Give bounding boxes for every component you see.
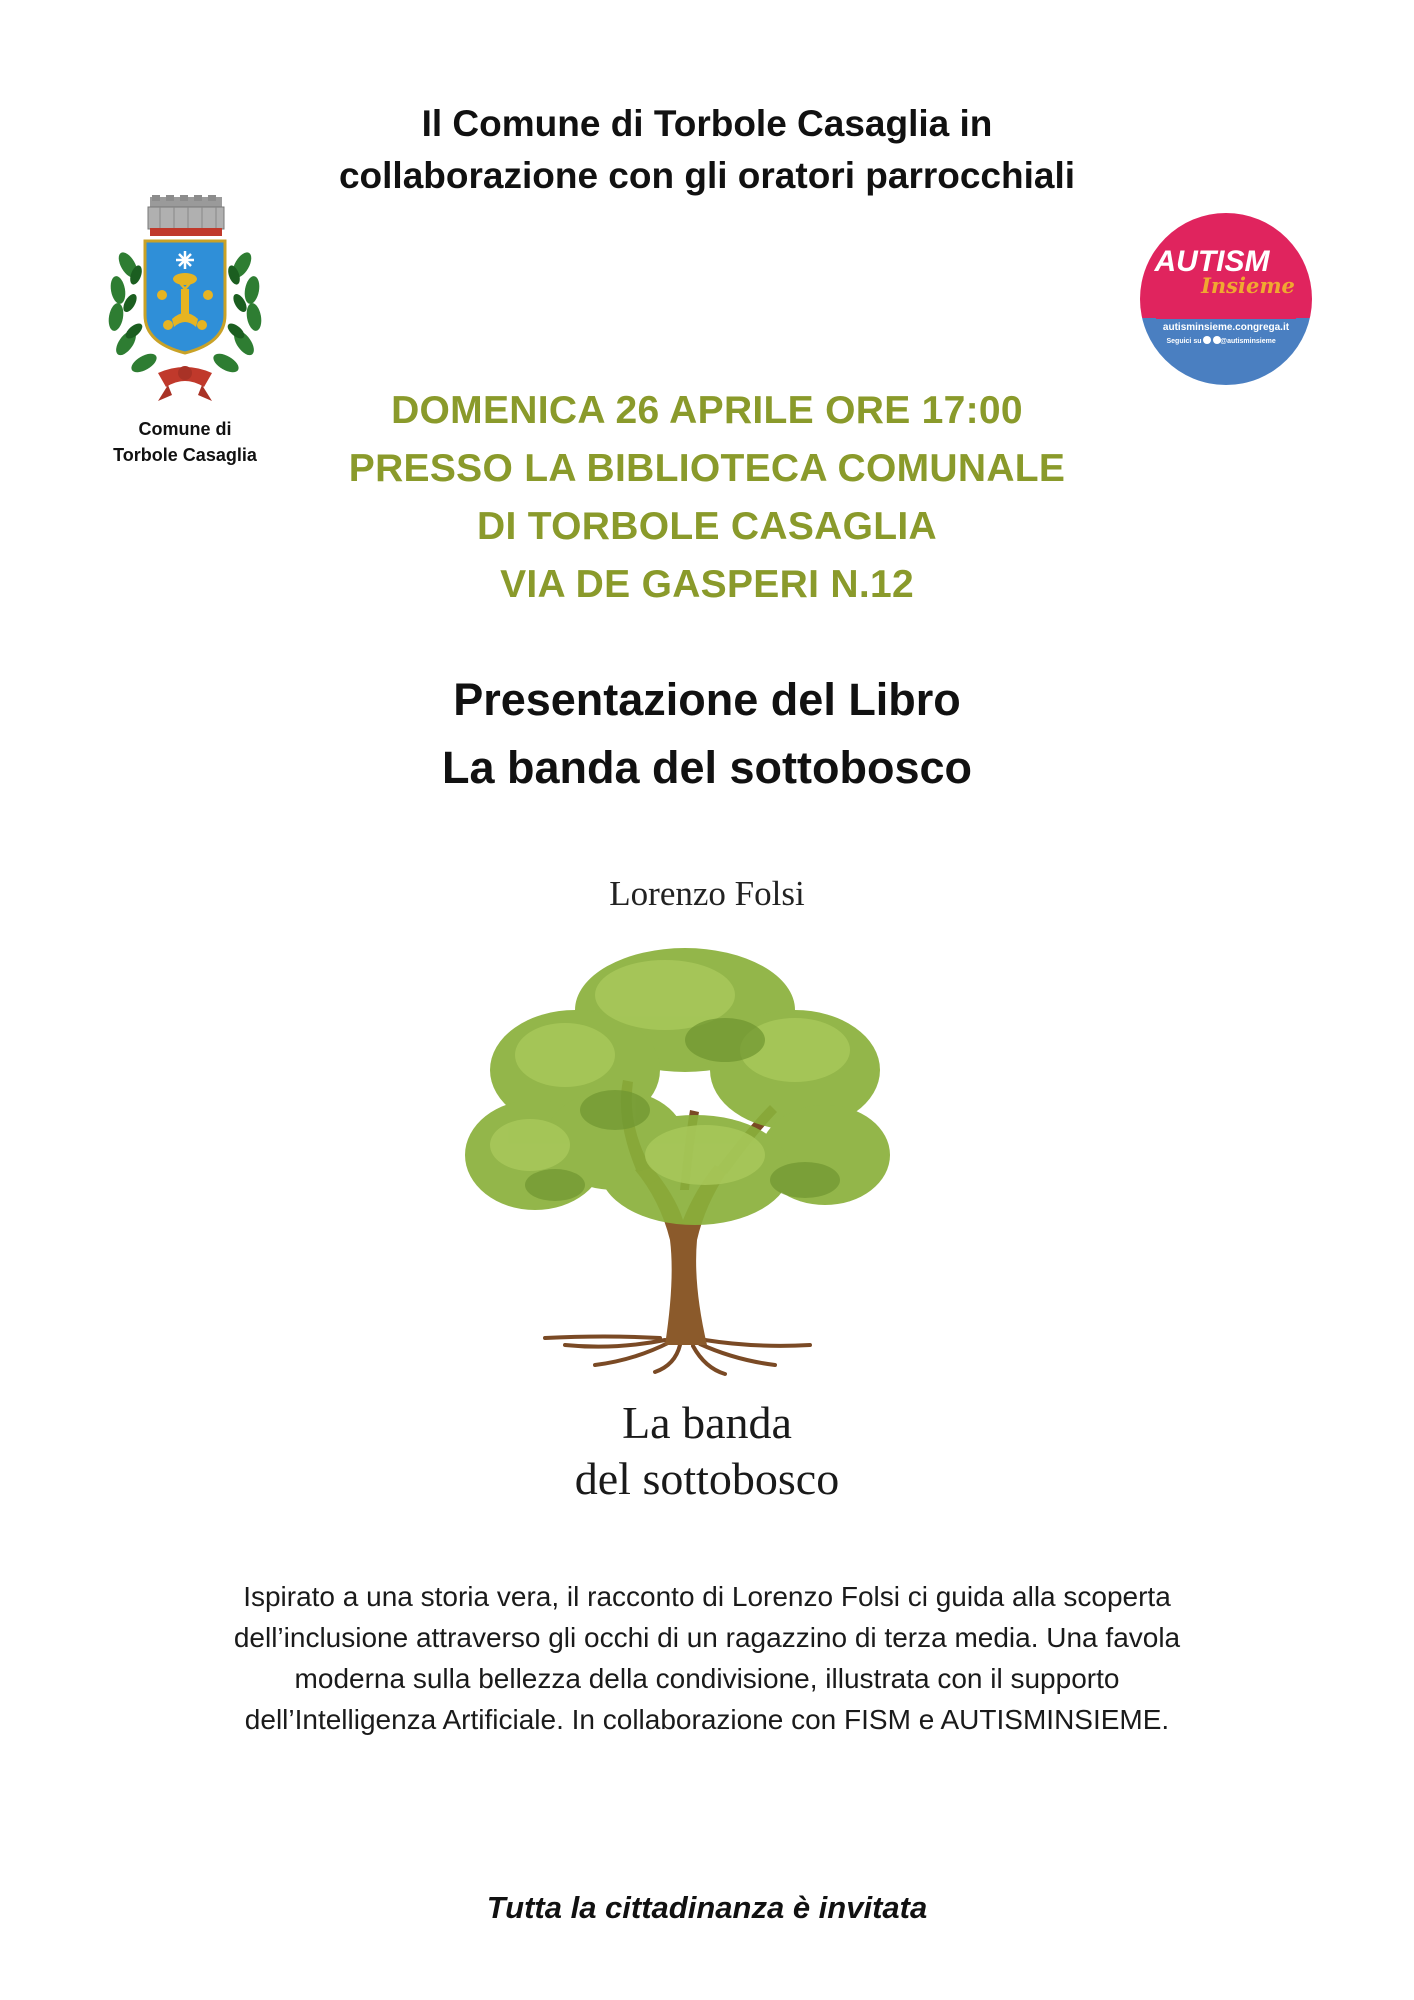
header-line-2: collaborazione con gli oratori parrocchiali — [338, 155, 1076, 196]
description-line-1: Ispirato a una storia vera, il racconto di Lorenzo Folsi ci guida alla scoperta — [243, 1581, 1171, 1612]
book-title-line-2: del sottobosco — [574, 1453, 840, 1504]
autism-url: autisminsieme.congrega.it — [1162, 322, 1290, 333]
book-author: Lorenzo Folsi — [609, 874, 805, 913]
autism-handle: @autisminsieme — [1220, 338, 1276, 345]
description-line-3: moderna sulla bellezza della condivisione, illustrata con il supporto — [294, 1663, 1120, 1694]
facebook-icon — [1203, 336, 1211, 344]
book-description — [150, 1576, 1264, 1740]
crest-caption-line-2: Torbole Casaglia — [113, 445, 257, 465]
book-cover-title — [0, 1395, 1414, 1507]
event-date: DOMENICA 26 APRILE ORE 17:00 — [391, 389, 1023, 432]
event-details — [0, 382, 1414, 614]
crest-caption-line-1: Comune di — [138, 419, 232, 439]
header-line-1: Il Comune di Torbole Casaglia in — [421, 103, 993, 144]
header-title — [0, 98, 1414, 202]
insieme-word: Insieme — [1201, 273, 1295, 298]
presentation-line-1: Presentazione del Libro — [453, 674, 961, 725]
event-venue: PRESSO LA BIBLIOTECA COMUNALE — [348, 447, 1066, 490]
event-address: VIA DE GASPERI N.12 — [500, 563, 914, 606]
event-town: DI TORBOLE CASAGLIA — [477, 505, 937, 548]
description-line-4: dell’Intelligenza Artificiale. In collaborazione con FISM e AUTISMINSIEME. — [244, 1704, 1170, 1735]
autism-social-label: Seguici su — [1166, 338, 1202, 345]
book-title-line-1: La banda — [622, 1397, 792, 1448]
footer-invitation: Tutta la cittadinanza è invitata — [486, 1890, 928, 1925]
autism-insieme-logo — [1140, 213, 1312, 385]
comune-crest-logo — [100, 195, 270, 405]
presentation-line-2: La banda del sottobosco — [441, 742, 973, 793]
presentation-title — [0, 666, 1414, 802]
description-line-2: dell’inclusione attraverso gli occhi di un ragazzino di terza media. Una favola — [233, 1622, 1181, 1653]
autism-word: AUTISM — [1154, 245, 1270, 278]
tree-illustration — [465, 940, 905, 1380]
